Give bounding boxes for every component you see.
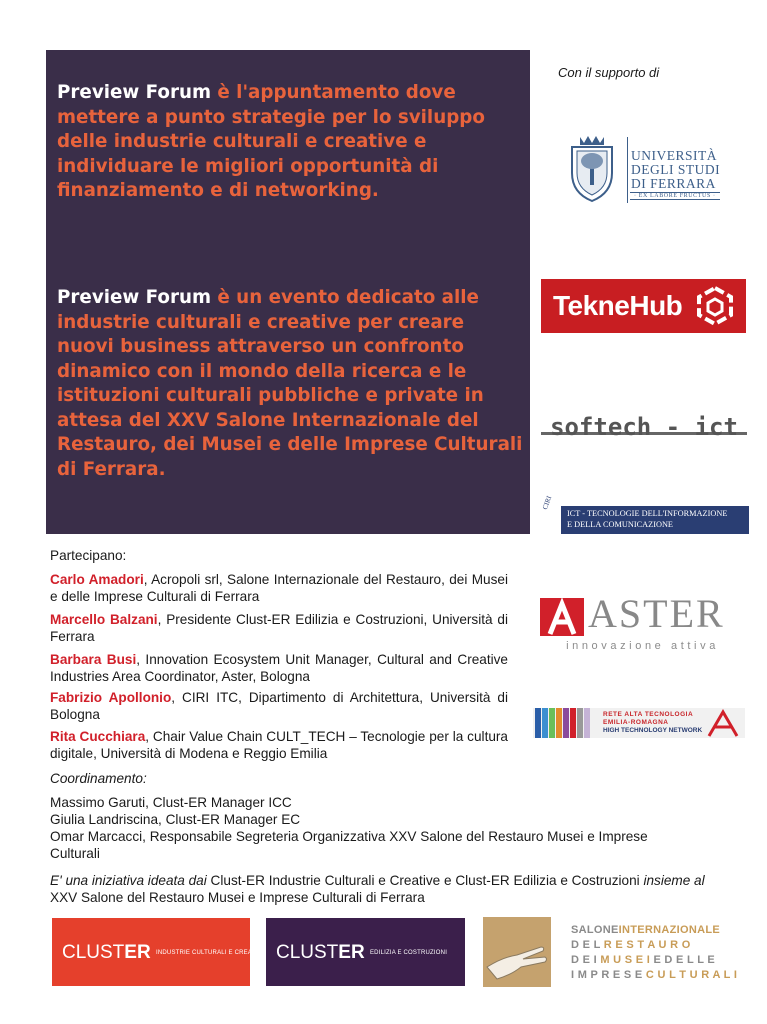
ciri-ict-logo (531, 494, 749, 534)
participant-name: Barbara Busi (50, 652, 137, 667)
intro-paragraph-1-text: è l'appuntamento dove mettere a punto strategie per lo sviluppo delle industrie culturali e creative e individuare le migliori opportunità di finanziamento e di networking. (57, 82, 485, 201)
preview-forum-lead: Preview Forum (57, 82, 212, 103)
hand-icon (483, 917, 551, 987)
support-label: Con il supporto di (558, 65, 660, 80)
unife-motto: · EX LABORE FRUCTUS · (630, 192, 720, 200)
teknehub-logo (541, 279, 746, 333)
unife-name-line-1: UNIVERSITÀ (631, 148, 717, 163)
salone-line-1 (571, 923, 720, 937)
initiative-mid: insieme al (643, 873, 705, 888)
rete-alta-tecnologia-logo (533, 708, 745, 738)
participant-item (50, 611, 508, 645)
salone-l3b: M U S E I (600, 954, 651, 966)
participant-detail: , Acropoli srl, Salone Internazionale del Restauro, dei Musei e delle Imprese Culturali di Ferrara (50, 572, 508, 604)
aster-logo (540, 591, 745, 658)
coordination-label: Coordinamento: (50, 771, 147, 786)
salone-l4a: I M P R E S E (571, 969, 643, 981)
aster-a-icon (540, 598, 584, 636)
participant-name: Fabrizio Apollonio (50, 690, 172, 705)
coordination-item: Omar Marcacci, Responsabile Segreteria Organizzativa XXV Salone del Restauro Musei e Imprese Culturali (50, 829, 648, 861)
clust-er-icc-wordmark (62, 943, 266, 963)
salone-hand-image (483, 917, 551, 987)
intro-paragraph-2 (57, 286, 523, 482)
salone-line-2 (571, 938, 691, 952)
softech-logo (541, 408, 747, 448)
participant-detail: , Innovation Ecosystem Unit Manager, Cultural and Creative Industries Area Coordinator, Aster, Bologna (50, 652, 508, 684)
ciri-line-2: E DELLA COMUNICAZIONE (567, 520, 674, 529)
unife-divider (627, 137, 629, 203)
unife-crest-icon (563, 131, 621, 203)
ciri-side (531, 494, 561, 534)
aster-wordmark: ASTER (588, 591, 725, 636)
unife-name-line-2: DEGLI STUDI (631, 162, 721, 177)
rete-line-2: EMILIA-ROMAGNA (603, 719, 669, 726)
salone-l1b: INTERNAZIONALE (618, 924, 721, 936)
clust-er-ec-word-a: CLUST (276, 942, 339, 964)
aster-tagline: innovazione attiva (566, 640, 719, 652)
salone-restauro-logo (483, 917, 738, 987)
clust-er-ec-word-b: ER (338, 942, 365, 964)
clust-er-ec-wordmark (276, 943, 447, 963)
participant-detail: , Presidente Clust-ER Edilizia e Costruzioni, Università di Ferrara (50, 612, 509, 644)
salone-line-4 (571, 968, 737, 982)
intro-panel (46, 50, 530, 534)
initiative-salone: XXV Salone del Restauro Musei e Imprese Culturali di Ferrara (50, 890, 425, 905)
salone-l3a: D E I (571, 954, 597, 966)
initiative-clusters: Clust-ER Industrie Culturali e Creative e Clust-ER Edilizia e Costruzioni (206, 873, 644, 888)
ciri-line-1: ICT - TECNOLOGIE DELL'INFORMAZIONE (567, 509, 728, 518)
salone-l2a: D E L (571, 939, 601, 951)
unife-name (631, 149, 720, 191)
initiative-statement (50, 872, 710, 906)
participant-item (50, 571, 508, 605)
participants-label: Partecipano: (50, 548, 127, 563)
teknehub-cube-icon (693, 285, 737, 327)
softech-wordmark: softech - ict (550, 413, 738, 441)
intro-paragraph-2-text: è un evento dedicato alle industrie culturali e creative per creare nuovi business attraverso un confronto dinamico con il mondo della ricerca e le istituzioni culturali pubbliche e private in attesa del XXV Salone Internazionale del Restauro, dei Musei e delle Imprese Culturali di Ferrara. (57, 287, 523, 480)
ciri-bar (561, 506, 749, 534)
preview-forum-lead: Preview Forum (57, 287, 212, 308)
coordination-item: Giulia Landriscina, Clust-ER Manager EC (50, 812, 301, 827)
clust-er-icc-word-a: CLUST (62, 942, 125, 964)
teknehub-wordmark: TekneHub (553, 290, 683, 321)
participant-detail: , Chair Value Chain CULT_TECH – Tecnologie per la cultura digitale, Università di Modena e Reggio Emilia (50, 729, 508, 761)
salone-line-3 (571, 953, 715, 967)
salone-l2b: R E S T A U R O (603, 939, 691, 951)
clust-er-icc-subtitle: INDUSTRIE CULTURALI E CREATIVE (155, 950, 266, 956)
intro-paragraph-1 (57, 81, 523, 204)
participant-item (50, 651, 508, 685)
participant-name: Marcello Balzani (50, 612, 158, 627)
participant-name: Carlo Amadori (50, 572, 144, 587)
salone-l1a: SALONE (571, 924, 619, 936)
clust-er-ec-logo (266, 918, 465, 986)
rete-line-3: HIGH TECHNOLOGY NETWORK (603, 727, 703, 734)
salone-l4b: C U L T U R A L I (645, 969, 738, 981)
participant-item (50, 689, 508, 723)
participant-name: Rita Cucchiara (50, 729, 146, 744)
rete-line-1: RETE ALTA TECNOLOGIA (603, 711, 694, 718)
coordination-item: Massimo Garuti, Clust-ER Manager ICC (50, 795, 292, 810)
clust-er-icc-word-b: ER (124, 942, 151, 964)
participant-item (50, 728, 508, 762)
clust-er-ec-subtitle: EDILIZIA E COSTRUZIONI (369, 950, 448, 956)
ciri-side-label: CIRI (541, 494, 554, 511)
clust-er-icc-logo (52, 918, 266, 986)
participant-detail: , CIRI ITC, Dipartimento di Architettura, Università di Bologna (50, 690, 508, 722)
initiative-intro: E' una iniziativa ideata dai (50, 873, 207, 888)
unife-name-line-3: DI FERRARA (631, 176, 716, 191)
salone-l3c: E D E L L E (653, 954, 716, 966)
